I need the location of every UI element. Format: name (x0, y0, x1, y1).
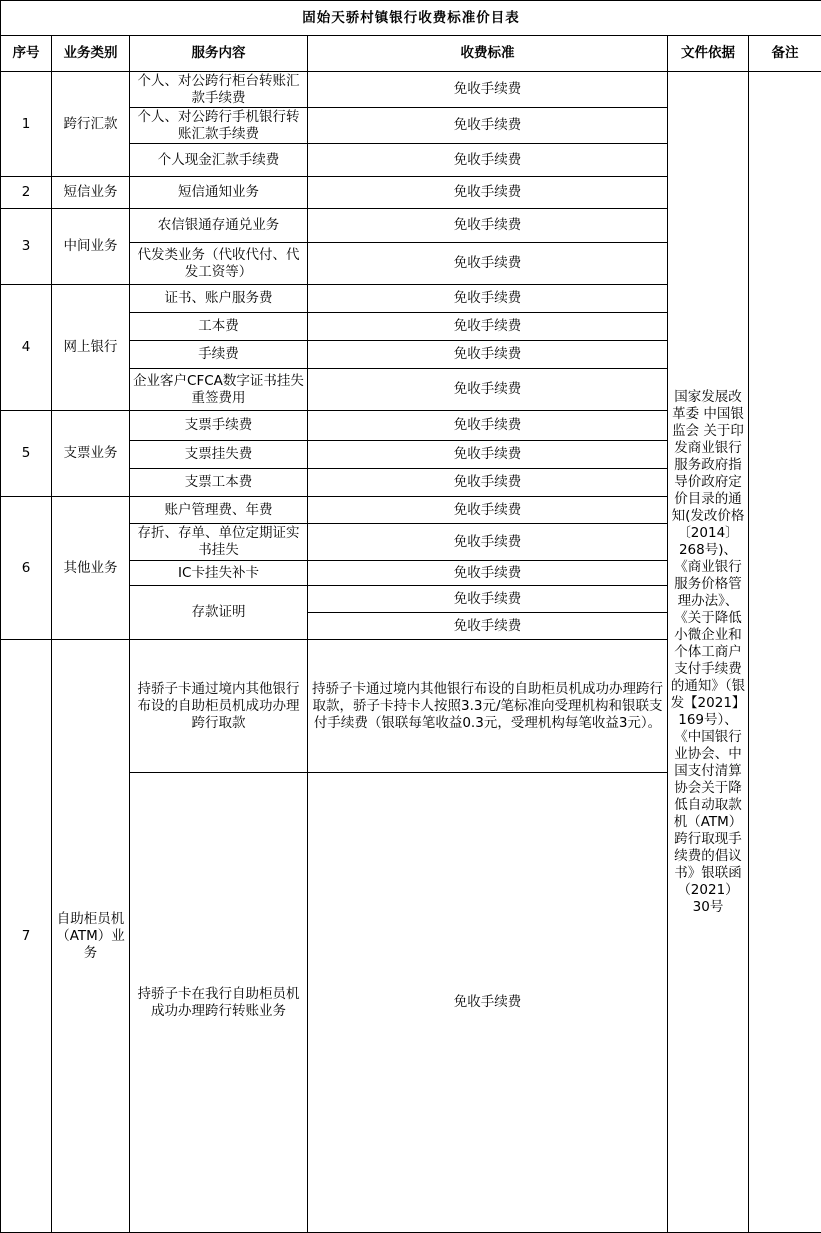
service-content: 证书、账户服务费 (130, 285, 308, 313)
header-row (1, 36, 821, 72)
fee-standard: 持骄子卡通过境内其他银行布设的自助柜员机成功办理跨行取款，骄子卡持卡人按照3.3元/笔标准向受理机构和银联支付手续费（银联每笔收益0.3元，受理机构每笔收益3元）。 (308, 640, 668, 773)
fee-standard: 免收手续费 (308, 469, 668, 497)
fee-standard: 免收手续费 (308, 441, 668, 469)
service-content: 持骄子卡在我行自助柜员机成功办理跨行转账业务 (130, 773, 308, 1233)
fee-standard: 免收手续费 (308, 586, 668, 613)
fee-standard: 免收手续费 (308, 411, 668, 441)
service-content: 支票工本费 (130, 469, 308, 497)
header-service: 服务内容 (130, 36, 308, 72)
header-remark: 备注 (749, 36, 821, 72)
fee-standard: 免收手续费 (308, 285, 668, 313)
row-number: 2 (1, 177, 52, 209)
business-category: 短信业务 (52, 177, 130, 209)
fee-standard: 免收手续费 (308, 108, 668, 144)
remark-empty (749, 72, 821, 1233)
service-content: 支票手续费 (130, 411, 308, 441)
service-content: IC卡挂失补卡 (130, 561, 308, 586)
fee-standard: 免收手续费 (308, 773, 668, 1233)
business-category: 支票业务 (52, 411, 130, 497)
table-row (1, 72, 821, 108)
fee-standard: 免收手续费 (308, 369, 668, 411)
service-content: 代发类业务（代收代付、代发工资等） (130, 243, 308, 285)
service-content: 个人、对公跨行柜台转账汇款手续费 (130, 72, 308, 108)
fee-standard: 免收手续费 (308, 561, 668, 586)
table-title: 固始天骄村镇银行收费标准价目表 (1, 1, 821, 36)
service-content: 账户管理费、年费 (130, 497, 308, 524)
service-content: 农信银通存通兑业务 (130, 209, 308, 243)
service-content: 存折、存单、单位定期证实书挂失 (130, 524, 308, 561)
service-content: 存款证明 (130, 586, 308, 640)
row-number: 4 (1, 285, 52, 411)
header-basis: 文件依据 (668, 36, 749, 72)
row-number: 1 (1, 72, 52, 177)
fee-standard: 免收手续费 (308, 243, 668, 285)
header-category: 业务类别 (52, 36, 130, 72)
service-content: 支票挂失费 (130, 441, 308, 469)
business-category: 其他业务 (52, 497, 130, 640)
header-standard: 收费标准 (308, 36, 668, 72)
service-content: 企业客户CFCA数字证书挂失重签费用 (130, 369, 308, 411)
fee-standard: 免收手续费 (308, 497, 668, 524)
service-content: 个人、对公跨行手机银行转账汇款手续费 (130, 108, 308, 144)
row-number: 7 (1, 640, 52, 1233)
fee-standard: 免收手续费 (308, 144, 668, 177)
service-content: 持骄子卡通过境内其他银行布设的自助柜员机成功办理跨行取款 (130, 640, 308, 773)
business-category: 中间业务 (52, 209, 130, 285)
fee-standard: 免收手续费 (308, 209, 668, 243)
service-content: 工本费 (130, 313, 308, 341)
fee-standard: 免收手续费 (308, 613, 668, 640)
row-number: 5 (1, 411, 52, 497)
document-basis: 国家发展改革委 中国银监会 关于印发商业银行服务政府指导价政府定价目录的通知(发改价格〔2014〕268号)、《商业银行服务价格管理办法》、《关于降低小微企业和个体工商户支付手续费的通知》（银发【2021】169号）、《中国银行业协会、中国支付清算协会关于降低自动取款机（ATM）跨行取现手续费的倡议书》银联函（2021）30号 (668, 72, 749, 1233)
fee-standard: 免收手续费 (308, 177, 668, 209)
fee-standard: 免收手续费 (308, 524, 668, 561)
business-category: 跨行汇款 (52, 72, 130, 177)
business-category: 自助柜员机（ATM）业务 (52, 640, 130, 1233)
service-content: 短信通知业务 (130, 177, 308, 209)
business-category: 网上银行 (52, 285, 130, 411)
fee-standard: 免收手续费 (308, 341, 668, 369)
service-content: 个人现金汇款手续费 (130, 144, 308, 177)
service-content: 手续费 (130, 341, 308, 369)
title-row (1, 1, 821, 36)
fee-standard: 免收手续费 (308, 313, 668, 341)
fee-standard: 免收手续费 (308, 72, 668, 108)
row-number: 6 (1, 497, 52, 640)
row-number: 3 (1, 209, 52, 285)
header-no: 序号 (1, 36, 52, 72)
